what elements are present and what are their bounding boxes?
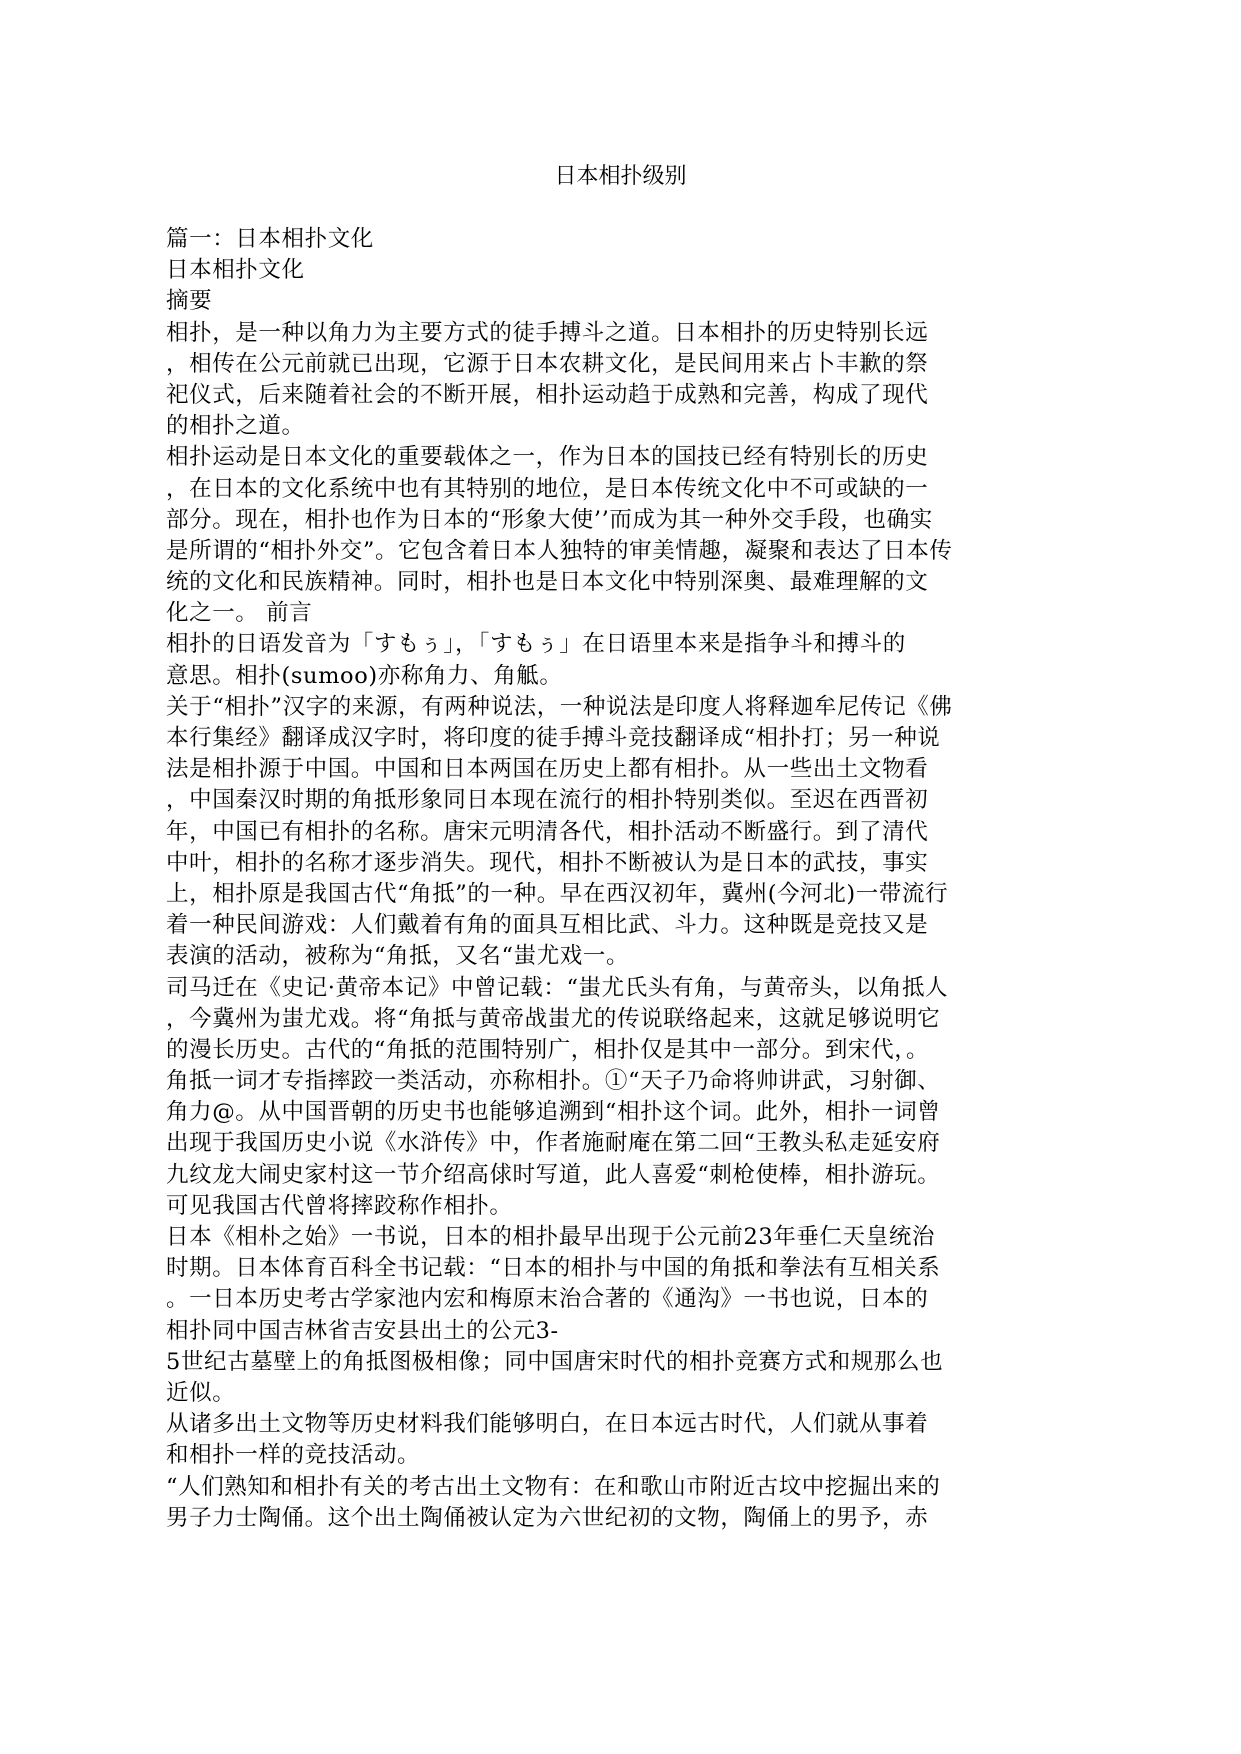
text-line: 上，相扑原是我国古代“角抵”的一种。早在西汉初年，冀州(今河北)一带流行 [166, 880, 949, 907]
text-line: 九纹龙大闹史家村这一节介绍高俅时写道，此人喜爱“刺枪使棒，相扑游玩。 [166, 1161, 941, 1188]
text-line: 角力@。从中国晋朝的历史书也能够追溯到“相扑这个词。此外，相扑一词曾 [166, 1099, 941, 1126]
text-line: 5世纪古墓壁上的角抵图极相像；同中国唐宋时代的相扑竞赛方式和规那么也 [166, 1348, 944, 1375]
text-line: 相扑的日语发音为「すもぅ」，「すもぅ」在日语里本来是指争斗和搏斗的 [166, 631, 906, 658]
document-body [166, 224, 1046, 1534]
text-line: ，相传在公元前就已出现，它源于日本农耕文化，是民间用来占卜丰歉的祭 [166, 350, 929, 377]
text-line: 摘要 [166, 288, 213, 315]
text-line: ，今冀州为蚩尤戏。将“角抵与黄帝战蚩尤的传说联络起来，这就足够说明它 [166, 1005, 941, 1032]
text-line: “人们熟知和相扑有关的考古出土文物有：在和歌山市附近古坟中挖掘出来的 [166, 1473, 941, 1500]
text-line: 日本相扑文化 [166, 257, 305, 284]
text-line: 意思。相扑(sumoo)亦称角力、角觝。 [166, 662, 563, 689]
text-line: 从诸多出土文物等历史材料我们能够明白，在日本远古时代，人们就从事着 [166, 1411, 929, 1438]
text-line: 统的文化和民族精神。同时，相扑也是日本文化中特别深奥、最难理解的文 [166, 569, 929, 596]
text-line: 祀仪式，后来随着社会的不断开展，相扑运动趋于成熟和完善，构成了现代 [166, 381, 929, 408]
text-line: 和相扑一样的竞技活动。 [166, 1442, 421, 1469]
text-line: 本行集经》翻译成汉字时，将印度的徒手搏斗竞技翻译成“相扑打；另一种说 [166, 725, 941, 751]
text-line: 出现于我国历史小说《水浒传》中，作者施耐庵在第二回“王教头私走延安府 [166, 1130, 941, 1157]
text-line: 关于“相扑”汉字的来源，有两种说法，一种说法是印度人将释迦牟尼传记《佛 [166, 693, 953, 720]
text-line: 。一日本历史考古学家池内宏和梅原末治合著的《通沟》一书也说，日本的 [166, 1286, 929, 1313]
text-line: 相扑同中国吉林省吉安县出土的公元3- [166, 1317, 559, 1344]
text-line: 司马迁在《史记·黄帝本记》中曾记载：“蚩尤氏头有角，与黄帝头，以角抵人 [166, 974, 949, 1001]
text-line: 可见我国古代曾将摔跤称作相扑。 [166, 1192, 513, 1219]
text-line: 日本《相朴之始》一书说，日本的相扑最早出现于公元前23年垂仁天皇统治 [166, 1224, 936, 1250]
text-line: 的漫长历史。古代的“角抵的范围特别广，相扑仅是其中一部分。到宋代，。 [166, 1036, 930, 1063]
text-line: 的相扑之道。 [166, 413, 305, 440]
text-line: ，在日本的文化系统中也有其特别的地位，是日本传统文化中不可或缺的一 [166, 475, 929, 502]
text-line: 是所谓的“相扑外交”。它包含着日本人独特的审美情趣，凝聚和表达了日本传 [166, 537, 953, 564]
text-line: 中叶，相扑的名称才逐步消失。现代，相扑不断被认为是日本的武技，事实 [166, 849, 929, 876]
text-line: ，中国秦汉时期的角抵形象同日本现在流行的相扑特别类似。至迟在西晋初 [166, 787, 929, 814]
document-title: 日本相扑级别 [554, 164, 687, 189]
text-line: 角抵一词才专指摔跤一类活动，亦称相扑。①“天子乃命将帅讲武，习射御、 [166, 1068, 941, 1095]
text-line: 篇一：日本相扑文化 [166, 226, 374, 252]
text-line: 部分。现在，相扑也作为日本的“形象大使’’而成为其一种外交手段，也确实 [166, 506, 933, 533]
text-line: 法是相扑源于中国。中国和日本两国在历史上都有相扑。从一些出土文物看 [166, 756, 929, 783]
text-line: 化之一。 前言 [166, 600, 313, 627]
text-line: 时期。日本体育百科全书记载：“日本的相扑与中国的角抵和拳法有互相关系 [166, 1255, 941, 1282]
text-line: 近似。 [166, 1379, 236, 1406]
text-line: 年，中国已有相扑的名称。唐宋元明清各代，相扑活动不断盛行。到了清代 [166, 818, 929, 845]
text-line: 相扑运动是日本文化的重要载体之一，作为日本的国技已经有特别长的历史 [166, 444, 929, 471]
text-line: 相扑，是一种以角力为主要方式的徒手搏斗之道。日本相扑的历史特别长远 [166, 319, 929, 346]
text-line: 男子力士陶俑。这个出土陶俑被认定为六世纪初的文物，陶俑上的男予，赤 [166, 1504, 929, 1531]
text-line: 表演的活动，被称为“角抵，又名“蚩尤戏一。 [166, 943, 630, 970]
text-line: 着一种民间游戏：人们戴着有角的面具互相比武、斗力。这种既是竞技又是 [166, 912, 929, 939]
